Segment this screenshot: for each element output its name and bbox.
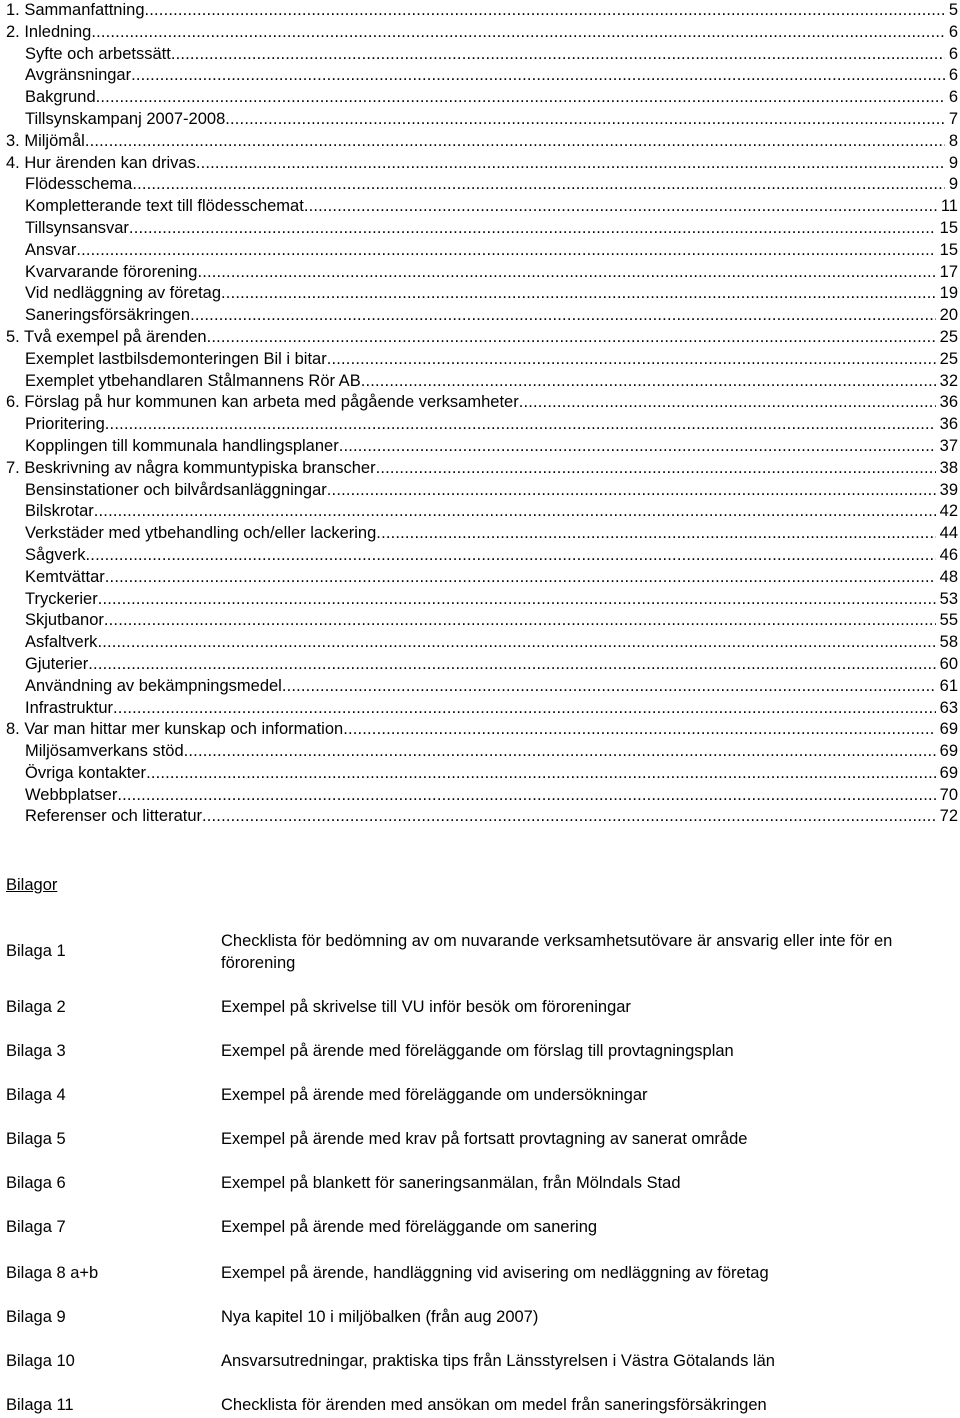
- toc-entry-page: 6: [948, 22, 958, 41]
- toc-entry-page: 70: [939, 785, 958, 804]
- toc-dot-leader: [76, 240, 935, 262]
- toc-entry-title: Vid nedläggning av företag: [25, 284, 222, 303]
- toc-entry-title: Kopplingen till kommunala handlingsplaner: [25, 436, 339, 455]
- toc-entry-title: Tryckerier: [25, 589, 98, 608]
- toc-entry-page: 42: [939, 502, 958, 521]
- toc-entry-title: Bakgrund: [25, 88, 96, 107]
- toc-entry-page: 55: [939, 611, 958, 630]
- appendix-item-label: Bilaga 4: [6, 1086, 66, 1104]
- toc-dot-leader: [105, 414, 936, 436]
- appendix-item-description: Exempel på blankett för saneringsanmälan, från Mölndals Stad: [221, 1174, 681, 1192]
- toc-entry[interactable]: [6, 480, 958, 502]
- toc-entry[interactable]: [6, 632, 958, 654]
- toc-entry[interactable]: [6, 153, 958, 175]
- toc-entry-page: 46: [939, 545, 958, 564]
- toc-entry[interactable]: [6, 436, 958, 458]
- toc-entry-title: 5. Två exempel på ärenden: [6, 327, 207, 346]
- toc-entry[interactable]: [6, 65, 958, 87]
- toc-entry-page: 6: [948, 66, 958, 85]
- toc-entry[interactable]: [6, 44, 958, 66]
- toc-entry-title: 4. Hur ärenden kan drivas: [6, 153, 196, 172]
- toc-dot-leader: [184, 741, 936, 763]
- toc-entry[interactable]: [6, 371, 958, 393]
- toc-entry-page: 11: [940, 197, 958, 216]
- toc-entry[interactable]: [6, 283, 958, 305]
- toc-entry[interactable]: [6, 741, 958, 763]
- toc-entry[interactable]: [6, 698, 958, 720]
- toc-entry-page: 37: [939, 436, 958, 455]
- toc-entry[interactable]: [6, 392, 958, 414]
- toc-dot-leader: [104, 610, 936, 632]
- toc-entry-title: Avgränsningar: [25, 66, 132, 85]
- toc-dot-leader: [94, 501, 936, 523]
- toc-dot-leader: [132, 174, 945, 196]
- table-of-contents: [6, 0, 958, 828]
- toc-dot-leader: [225, 109, 945, 131]
- toc-entry-page: 9: [948, 175, 958, 194]
- toc-entry[interactable]: [6, 240, 958, 262]
- appendix-item-label: Bilaga 11: [6, 1396, 74, 1414]
- appendix-item-description: Ansvarsutredningar, praktiska tips från Länsstyrelsen i Västra Götalands län: [221, 1352, 775, 1370]
- toc-entry-page: 36: [939, 415, 958, 434]
- toc-entry-page: 15: [939, 218, 958, 237]
- toc-entry[interactable]: [6, 196, 958, 218]
- toc-entry-title: Exemplet lastbilsdemonteringen Bil i bitar: [25, 349, 327, 368]
- toc-entry-title: Kompletterande text till flödesschemat: [25, 197, 304, 216]
- toc-dot-leader: [282, 676, 936, 698]
- toc-entry[interactable]: [6, 262, 958, 284]
- toc-dot-leader: [105, 567, 936, 589]
- appendix-item-description: Checklista för ärenden med ansökan om medel från saneringsförsäkringen: [221, 1396, 767, 1414]
- toc-entry-page: 6: [948, 88, 958, 107]
- toc-dot-leader: [91, 22, 944, 44]
- toc-entry-page: 20: [939, 306, 958, 325]
- toc-entry-title: Skjutbanor: [25, 611, 104, 630]
- appendix-item-label: Bilaga 1: [6, 942, 66, 960]
- toc-dot-leader: [129, 218, 936, 240]
- toc-entry-title: Flödesschema: [25, 175, 133, 194]
- toc-entry-title: Tillsynskampanj 2007-2008: [25, 109, 226, 128]
- toc-dot-leader: [197, 262, 935, 284]
- toc-dot-leader: [117, 785, 935, 807]
- toc-entry-title: Webbplatser: [25, 785, 118, 804]
- toc-entry-title: Användning av bekämpningsmedel: [25, 676, 282, 695]
- toc-entry-page: 48: [939, 567, 958, 586]
- toc-entry-page: 69: [939, 720, 958, 739]
- toc-entry-page: 61: [939, 676, 958, 695]
- appendix-item-label: Bilaga 8 a+b: [6, 1264, 99, 1282]
- toc-entry-page: 17: [939, 262, 958, 281]
- toc-entry-page: 60: [939, 654, 958, 673]
- toc-entry-title: Kvarvarande förorening: [25, 262, 198, 281]
- appendix-item-description: Exempel på ärende med krav på fortsatt provtagning av sanerat område: [221, 1130, 748, 1148]
- appendix-item-description: Exempel på ärende med föreläggande om förslag till provtagningsplan: [221, 1042, 734, 1060]
- toc-entry-page: 36: [939, 393, 958, 412]
- toc-dot-leader: [86, 545, 936, 567]
- toc-entry-title: Miljösamverkans stöd: [25, 742, 184, 761]
- toc-entry[interactable]: [6, 22, 958, 44]
- toc-entry-title: Bensinstationer och bilvårdsanläggningar: [25, 480, 327, 499]
- appendix-heading: Bilagor: [6, 876, 58, 894]
- toc-entry[interactable]: [6, 327, 958, 349]
- toc-entry-page: 44: [939, 524, 958, 543]
- toc-dot-leader: [113, 698, 936, 720]
- toc-dot-leader: [327, 480, 936, 502]
- appendix-item-label: Bilaga 10: [6, 1352, 75, 1370]
- appendix-item-label: Bilaga 3: [6, 1042, 66, 1060]
- toc-entry[interactable]: [6, 305, 958, 327]
- toc-entry-title: Infrastruktur: [25, 698, 114, 717]
- toc-entry[interactable]: [6, 763, 958, 785]
- toc-entry-page: 25: [939, 327, 958, 346]
- toc-entry-title: Referenser och litteratur: [25, 807, 202, 826]
- toc-entry-title: 3. Miljömål: [6, 131, 85, 150]
- appendix-item-label: Bilaga 2: [6, 998, 66, 1016]
- toc-entry-title: Sågverk: [25, 545, 86, 564]
- toc-entry-page: 72: [939, 807, 958, 826]
- toc-dot-leader: [190, 305, 936, 327]
- toc-entry[interactable]: [6, 719, 958, 741]
- appendix-item-description: Exempel på ärende med föreläggande om sanering: [221, 1218, 598, 1236]
- toc-entry-title: Bilskrotar: [25, 502, 94, 521]
- toc-dot-leader: [339, 436, 936, 458]
- toc-entry[interactable]: [6, 676, 958, 698]
- appendix-item-description: Checklista för bedömning av om nuvarande verksamhetsutövare är ansvarig eller inte för en förorening: [221, 932, 893, 972]
- toc-entry-title: 7. Beskrivning av några kommuntypiska branscher: [6, 458, 376, 477]
- toc-entry-page: 53: [939, 589, 958, 608]
- toc-dot-leader: [146, 763, 936, 785]
- toc-dot-leader: [96, 87, 945, 109]
- toc-dot-leader: [207, 327, 936, 349]
- toc-entry-title: 1. Sammanfattning: [6, 1, 145, 19]
- toc-entry[interactable]: [6, 806, 958, 828]
- toc-entry-title: 8. Var man hittar mer kunskap och information: [6, 720, 344, 739]
- appendix-item-description: Exempel på ärende, handläggning vid avisering om nedläggning av företag: [221, 1264, 769, 1282]
- toc-dot-leader: [145, 0, 945, 22]
- toc-entry-title: Asfaltverk: [25, 633, 98, 652]
- toc-entry[interactable]: [6, 785, 958, 807]
- toc-entry-title: Övriga kontakter: [25, 763, 147, 782]
- toc-dot-leader: [131, 65, 945, 87]
- toc-entry[interactable]: [6, 654, 958, 676]
- toc-entry-title: Kemtvättar: [25, 567, 105, 586]
- toc-entry-title: Verkstäder med ytbehandling och/eller lackering: [25, 524, 377, 543]
- toc-entry-page: 9: [948, 153, 958, 172]
- toc-entry[interactable]: [6, 87, 958, 109]
- toc-entry-page: 32: [939, 371, 958, 390]
- toc-entry[interactable]: [6, 501, 958, 523]
- toc-entry-title: Ansvar: [25, 240, 77, 259]
- toc-entry-page: 39: [939, 480, 958, 499]
- toc-dot-leader: [88, 654, 935, 676]
- toc-entry[interactable]: [6, 589, 958, 611]
- toc-dot-leader: [221, 283, 936, 305]
- toc-dot-leader: [519, 392, 936, 414]
- toc-entry[interactable]: [6, 218, 958, 240]
- toc-entry[interactable]: [6, 131, 958, 153]
- toc-entry[interactable]: [6, 349, 958, 371]
- toc-dot-leader: [304, 196, 937, 218]
- appendix-item-label: Bilaga 6: [6, 1174, 66, 1192]
- appendix-item-description: Exempel på ärende med föreläggande om undersökningar: [221, 1086, 648, 1104]
- appendix-item-label: Bilaga 5: [6, 1130, 66, 1148]
- appendix-item-label: Bilaga 9: [6, 1308, 66, 1326]
- toc-dot-leader: [376, 523, 935, 545]
- toc-entry[interactable]: [6, 610, 958, 632]
- toc-dot-leader: [327, 349, 936, 371]
- toc-entry[interactable]: [6, 0, 958, 22]
- toc-entry-page: 69: [939, 742, 958, 761]
- toc-entry-page: 19: [939, 284, 958, 303]
- toc-entry-title: Exemplet ytbehandlaren Stålmannens Rör AB: [25, 371, 361, 390]
- toc-entry-title: Gjuterier: [25, 654, 89, 673]
- toc-dot-leader: [196, 153, 945, 175]
- toc-dot-leader: [97, 632, 935, 654]
- toc-dot-leader: [85, 131, 945, 153]
- toc-entry-title: Tillsynsansvar: [25, 218, 129, 237]
- toc-entry-page: 6: [948, 44, 958, 63]
- toc-entry[interactable]: [6, 545, 958, 567]
- toc-entry[interactable]: [6, 109, 958, 131]
- toc-dot-leader: [202, 806, 936, 828]
- appendix-item-description: Exempel på skrivelse till VU inför besök om föroreningar: [221, 998, 631, 1016]
- toc-entry-page: 15: [939, 240, 958, 259]
- toc-dot-leader: [361, 371, 936, 393]
- toc-dot-leader: [376, 458, 936, 480]
- toc-entry-title: Syfte och arbetssätt: [25, 44, 171, 63]
- toc-entry-page: 5: [948, 1, 958, 19]
- toc-entry-title: Prioritering: [25, 415, 105, 434]
- toc-entry[interactable]: [6, 414, 958, 436]
- toc-dot-leader: [171, 44, 945, 66]
- toc-entry-page: 25: [939, 349, 958, 368]
- toc-entry-page: 38: [939, 458, 958, 477]
- toc-entry-page: 8: [948, 131, 958, 150]
- appendix-item-label: Bilaga 7: [6, 1218, 66, 1236]
- toc-entry-page: 63: [939, 698, 958, 717]
- toc-entry[interactable]: [6, 567, 958, 589]
- toc-entry[interactable]: [6, 458, 958, 480]
- toc-entry-title: 2. Inledning: [6, 22, 92, 41]
- toc-entry-page: 58: [939, 633, 958, 652]
- toc-entry-page: 7: [948, 109, 958, 128]
- toc-entry[interactable]: [6, 174, 958, 196]
- toc-entry-title: 6. Förslag på hur kommunen kan arbeta med pågående verksamheter: [6, 393, 519, 412]
- toc-entry[interactable]: [6, 523, 958, 545]
- toc-dot-leader: [343, 719, 935, 741]
- toc-dot-leader: [98, 589, 936, 611]
- toc-entry-page: 69: [939, 763, 958, 782]
- toc-entry-title: Saneringsförsäkringen: [25, 306, 191, 325]
- appendix-item-description: Nya kapitel 10 i miljöbalken (från aug 2007): [221, 1308, 539, 1326]
